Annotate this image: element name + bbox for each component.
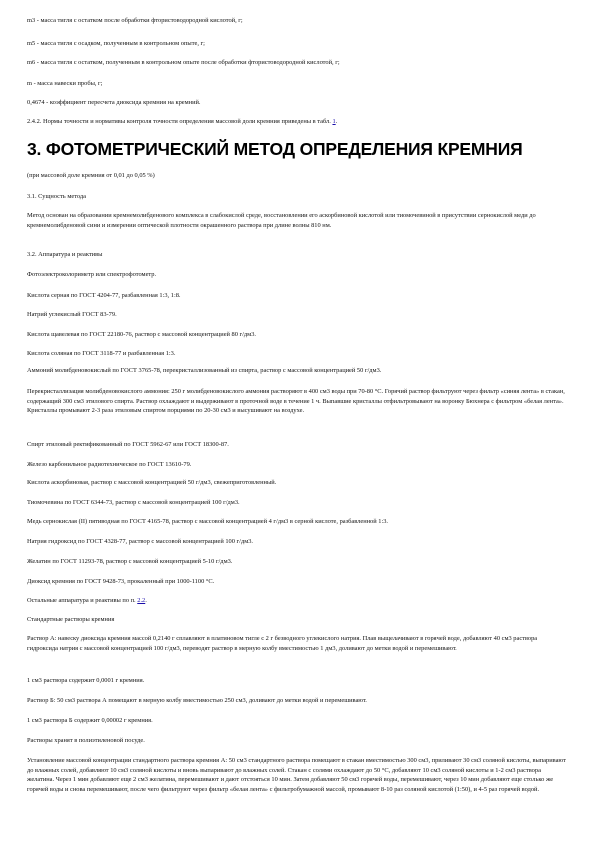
paragraph-2-4-2 xyxy=(27,117,567,127)
definition-m3: m3 - масса тигля с остатком после обработки фтористоводородной кислотой, г; xyxy=(27,17,243,24)
section-3-subheading: (при массовой доле кремния от 0,01 до 0,05 %) xyxy=(27,172,155,179)
table-1-link-after: . xyxy=(335,118,338,125)
concentration-procedure: Установление массовой концентрации стандартного раствора кремния А: 50 см3 стандартного раствора помещают в стакан вместимостью 300 см3, приливают 30 см3 соляной кислоты, выпаривают до влажных солей, добавляют 10 см3 соляной кислоты и вновь выпаривают до влажных солей. Стакан с солями охлаждают до 50 °С, добавляют 10 см3 соляной кислоты и 1-2 см3 раствора желатина. Через 1 мин добавляют еще 2 см3 желатина, перемешивают и дают отстояться 10 мин. Затем добавляют 50 см3 горячей воды, перемешивают, через 10 мин добавляют еще столько же горячей воды и снова перемешивают, после чего фильтруют через фильтр «белая лента» с фильтробумажной массой, промывают 8-10 раз соляной кислотой (1:50), и 4-5 раз горячей водой. xyxy=(27,757,566,793)
other-reagents xyxy=(27,596,567,606)
definition-m: m - масса навески пробы, г; xyxy=(27,80,103,87)
other-reagents-text: Остальные аппаратура и реактивы по п. xyxy=(27,597,136,604)
reagent-hydrochloric-acid: Кислота соляная по ГОСТ 3118-77 и разбавленная 1:3. xyxy=(27,350,176,357)
subsection-3-1: 3.1. Сущность метода xyxy=(27,193,87,200)
reagent-gelatin: Желатин по ГОСТ 11293-78, раствор с массовой концентрацией 5-10 г/дм3. xyxy=(27,558,233,565)
reagent-silicon-dioxide: Диоксид кремния по ГОСТ 9428-73, прокаленный при 1000-1100 °С. xyxy=(27,578,215,585)
reagent-sulfuric-acid: Кислота серная по ГОСТ 4204-77, разбавленная 1:3, 1:8. xyxy=(27,292,181,299)
coefficient-note: 0,4674 - коэффициент пересчета диоксида кремния на кремний. xyxy=(27,99,201,106)
reagent-sodium-hydroxide: Натрия гидроксид по ГОСТ 4328-77, раствор с массовой концентрацией 100 г/дм3. xyxy=(27,538,254,545)
storage-note: Растворы хранят в полиэтиленовой посуде. xyxy=(27,737,145,744)
reagent-oxalic-acid: Кислота щавелевая по ГОСТ 22180-76, раствор с массовой концентрацией 80 г/дм3. xyxy=(27,331,257,338)
solution-a-description: Раствор А: навеску диоксида кремния массой 0,2140 г сплавляют в платиновом тигле с 2 г безводного углекислого натрия. Плав выщелачивают в горячей воде, добавляют 40 см3 раствора гидроксида натрия с массовой концентрацией 100 г/дм3, переводят раствор в мерную колбу вместимостью 1 дм3, доливают до метки водой и перемешивают. xyxy=(27,635,538,652)
solution-b-description: Раствор Б: 50 см3 раствора А помещают в мерную колбу вместимостью 250 см3, доливают до метки водой и перемешивают. xyxy=(27,697,367,704)
reagent-ammonium-molybdate: Аммоний молибденовокислый по ГОСТ 3765-78, перекристаллизованный из спирта, раствор с массовой концентрацией 50 г/дм3. xyxy=(27,367,382,374)
reagent-ethanol: Спирт этиловый ректификованный по ГОСТ 5962-67 или ГОСТ 18300-87. xyxy=(27,441,229,448)
standard-solutions-title: Стандартные растворы кремния xyxy=(27,616,115,623)
paragraph-2-4-2-text: 2.4.2. Нормы точности и нормативы контроля точности определения массовой доли кремния приведены в табл. xyxy=(27,118,331,125)
reagent-photometer: Фотоэлектроколориметр или спектрофотометр. xyxy=(27,271,157,278)
definition-m6: m6 - масса тигля с остатком, полученным в контрольном опыте после обработки фтористоводородной кислотой, г; xyxy=(27,59,340,66)
reagent-copper-sulfate: Медь сернокислая (II) пятиводная по ГОСТ 4165-78, раствор с массовой концентрацией 4 г/дм3 в серной кислоте, разбавленной 1:3. xyxy=(27,518,389,525)
reagent-carbonyl-iron: Железо карбонильное радиотехническое по ГОСТ 13610-79. xyxy=(27,461,192,468)
section-2-2-link[interactable]: 2.2 xyxy=(137,597,146,604)
subsection-3-2: 3.2. Аппаратура и реактивы xyxy=(27,251,103,258)
solution-b-concentration: 1 см3 раствора Б содержит 0,00002 г кремния. xyxy=(27,717,153,724)
method-description: Метод основан на образовании кремнемолибденового комплекса в слабокислой среде, восстановлении его аскорбиновой кислотой или тиомочевиной в присутствии сернокислой меди до кремнемолибденовой сини и измерении оптической плотности окрашенного раствора при длине волны 810 нм. xyxy=(27,212,536,229)
reagent-thiourea: Тиомочевина по ГОСТ 6344-73, раствор с массовой концентрацией 100 г/дм3. xyxy=(27,499,240,506)
section-3-heading: 3. ФОТОМЕТРИЧЕСКИЙ МЕТОД ОПРЕДЕЛЕНИЯ КРЕМНИЯ xyxy=(27,139,523,159)
recrystallization-procedure: Перекристаллизация молибденовокислого аммония: 250 г молибденовокислого аммония растворяют в 400 см3 воды при 70-80 °С. Горячий раствор фильтруют через фильтр «синяя лента» в стакан, содержащий 300 см3 этилового спирта. Раствор охлаждают и выдерживают в проточной воде в течение 1 ч. Выпавшие кристаллы отфильтровывают на воронку Бюхнера с фильтром «белая лента». Кристаллы промывают 2-3 раза этиловым спиртом порциями по 20-30 см3 и высушивают на воздухе. xyxy=(27,388,565,414)
section-2-2-link-after: . xyxy=(145,597,147,604)
solution-a-concentration: 1 см3 раствора содержит 0,0001 г кремния. xyxy=(27,677,145,684)
reagent-ascorbic-acid: Кислота аскорбиновая, раствор с массовой концентрацией 50 г/дм3, свежеприготовленный. xyxy=(27,479,277,486)
table-1-link[interactable]: 1 xyxy=(332,118,336,125)
reagent-sodium-carbonate: Натрий углекислый ГОСТ 83-79. xyxy=(27,311,117,318)
definition-m5: m5 - масса тигля с осадком, полученным в контрольном опыте, г; xyxy=(27,40,205,47)
